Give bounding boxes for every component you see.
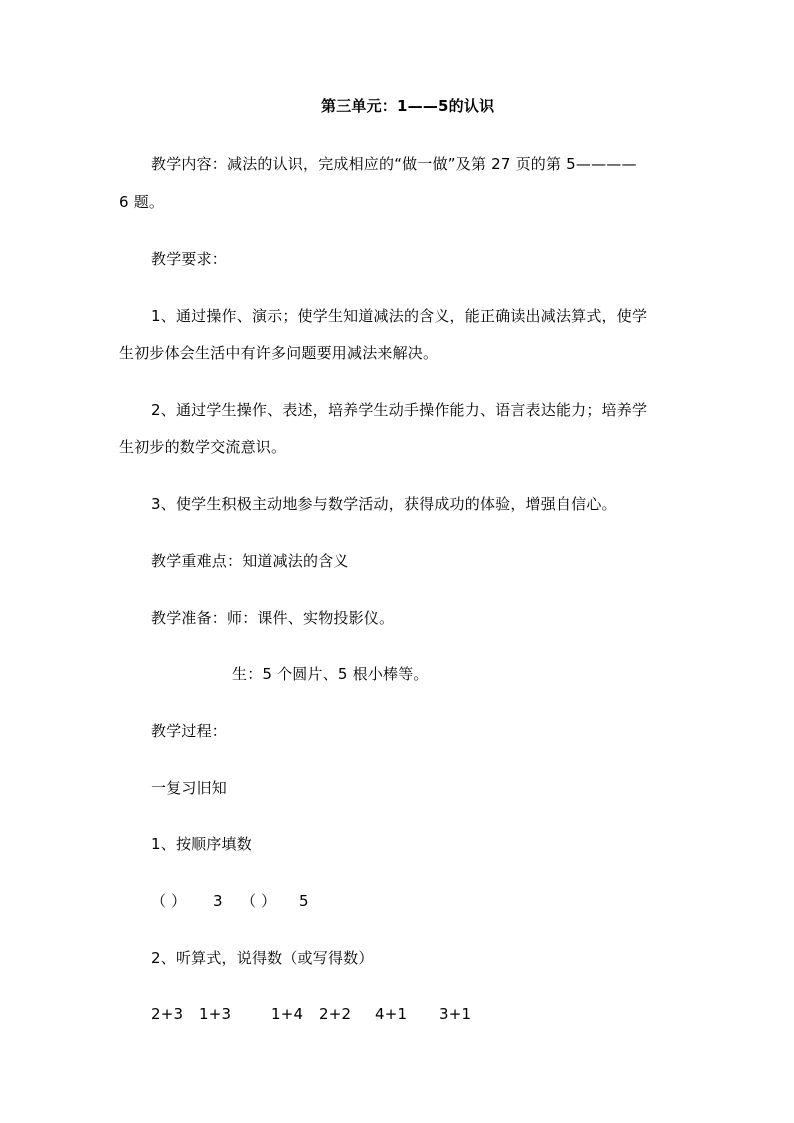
sequence-number-3: 3 bbox=[213, 892, 223, 910]
item-1-heading: 1、按顺序填数 bbox=[151, 835, 252, 853]
sequence-blank-2: （ ） bbox=[241, 892, 277, 910]
process-heading: 教学过程： bbox=[151, 722, 228, 740]
requirement-1-line-2: 生初步体会生活中有许多问题要用减法来解决。 bbox=[119, 344, 439, 362]
expression: 2+3 bbox=[151, 1005, 184, 1023]
requirement-2-line-1: 2、通过学生操作、表述，培养学生动手操作能力、语言表达能力；培养学 bbox=[151, 401, 648, 419]
content-line-2: 6 题。 bbox=[119, 193, 165, 211]
expression-list bbox=[151, 1004, 471, 1024]
requirements-heading: 教学要求： bbox=[151, 250, 228, 268]
expression: 2+2 bbox=[319, 1005, 352, 1023]
expression: 1+3 bbox=[199, 1005, 232, 1023]
expression: 1+4 bbox=[271, 1005, 304, 1023]
expression: 4+1 bbox=[375, 1005, 408, 1023]
requirement-2-line-2: 生初步的数学交流意识。 bbox=[119, 438, 287, 456]
requirement-3: 3、使学生积极主动地参与数学活动，获得成功的体验，增强自信心。 bbox=[151, 495, 617, 513]
requirement-1-line-1: 1、通过操作、演示；使学生知道减法的含义，能正确读出减法算式，使学 bbox=[151, 307, 648, 325]
item-2-heading: 2、听算式，说得数（或写得数） bbox=[151, 949, 374, 967]
number-sequence bbox=[151, 891, 309, 911]
review-heading: 一复习旧知 bbox=[151, 779, 228, 797]
key-points: 教学重难点：知道减法的含义 bbox=[151, 552, 349, 570]
sequence-blank-1: （ ） bbox=[151, 892, 187, 910]
page-title: 第三单元：1——5的认识 bbox=[321, 97, 495, 115]
preparation-student: 生：5 个圆片、5 根小棒等。 bbox=[232, 665, 429, 683]
expression: 3+1 bbox=[439, 1005, 472, 1023]
content-line-1: 教学内容：减法的认识，完成相应的“做一做”及第 27 页的第 5———— bbox=[151, 155, 637, 173]
sequence-number-5: 5 bbox=[299, 892, 309, 910]
preparation-teacher: 教学准备：师：课件、实物投影仪。 bbox=[151, 609, 395, 627]
